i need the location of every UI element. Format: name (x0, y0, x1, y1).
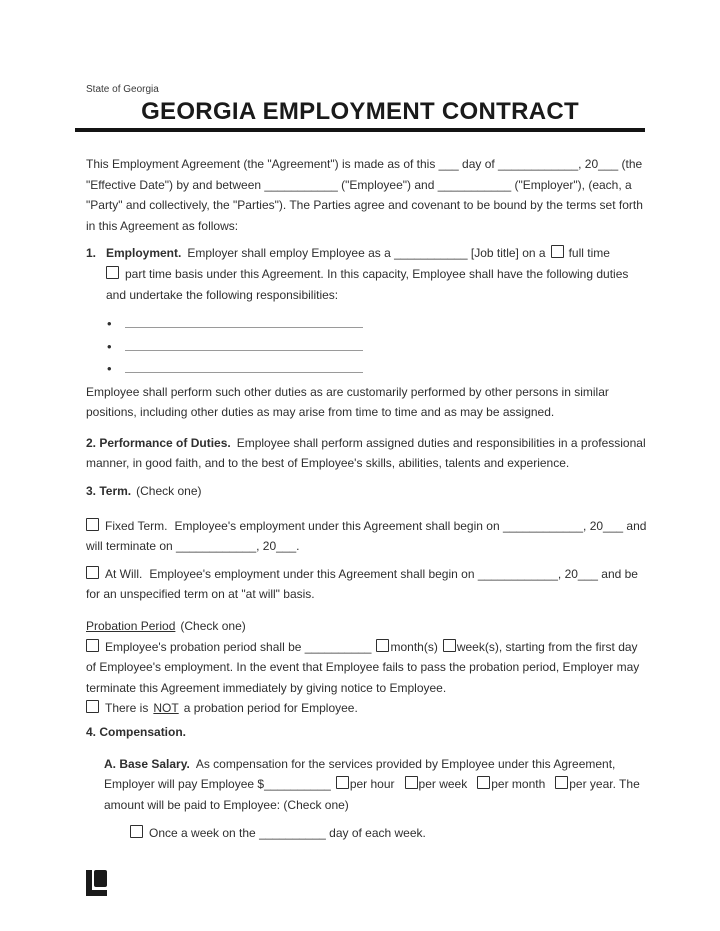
duty-blank-line[interactable] (125, 314, 363, 328)
duties-list (86, 313, 646, 381)
base-salary-heading: A. Base Salary. (104, 756, 190, 771)
intro-line: "Effective Date") by and between ___________ ("Employee") and ___________ ("Employer"), (each, a (86, 177, 632, 192)
at-will-text: Employee's employment under this Agreement shall begin on ____________, 20___ and be (149, 566, 638, 581)
state-label: State of Georgia (86, 84, 159, 95)
probation-heading: Probation Period (86, 619, 176, 633)
per-month-label: per month (491, 777, 546, 792)
section-2-heading: 2. Performance of Duties. (86, 435, 231, 450)
title-rule (75, 128, 645, 132)
per-week-checkbox[interactable] (405, 776, 418, 789)
once-a-week-label: Once a week on the __________ day of each week. (149, 826, 426, 841)
no-probation-text: There is (105, 701, 149, 716)
base-salary-line (104, 774, 646, 795)
other-duties-paragraph (86, 382, 646, 423)
weeks-checkbox[interactable] (443, 639, 456, 652)
base-salary-line: amount will be paid to Employee: (Check one) (104, 797, 349, 812)
section-1-line: and undertake the following responsibilities: (106, 287, 339, 302)
legaltemplates-logo-icon (86, 870, 108, 896)
probation-line: of Employee's employment. In the event that Employee fails to pass the probation period, Employer may (86, 660, 640, 675)
base-salary-text: As compensation for the services provided by Employee under this Agreement, (195, 756, 616, 771)
section-4-compensation (86, 722, 646, 743)
section-2-text: Employee shall perform assigned duties and responsibilities in a professional (236, 435, 646, 450)
document-title: GEORGIA EMPLOYMENT CONTRACT (141, 98, 579, 125)
probation-period-section (86, 616, 646, 719)
section-1-text: Employer shall employ Employee as a ___________ [Job title] on a (187, 246, 546, 261)
list-item (107, 336, 646, 359)
section-2-line (86, 433, 646, 454)
per-year-label: per year. The (569, 777, 640, 792)
bullet-dot-icon: • (107, 316, 112, 332)
list-item (107, 358, 646, 381)
intro-line: This Employment Agreement (the "Agreement") is made as of this ___ day of ____________, 20___ (the (86, 157, 643, 171)
per-week-label: per week (418, 777, 468, 792)
probation-line: terminate this Agreement immediately by giving notice to Employee. (86, 680, 447, 695)
section-3-term (86, 481, 646, 502)
fixed-term-line: will terminate on ____________, 20___. (86, 539, 300, 554)
logo-square (94, 870, 107, 887)
section-1-employment (86, 243, 646, 305)
per-hour-label: per hour (349, 777, 395, 792)
full-time-label: full time (568, 246, 610, 261)
bullet-dot-icon: • (107, 338, 112, 354)
intro-paragraph (86, 154, 646, 236)
base-salary-line (104, 754, 646, 775)
full-time-checkbox[interactable] (551, 245, 564, 258)
fixed-term-option (86, 516, 646, 557)
other-duties-line: positions, including other duties as may arise from time to time and as may be assigned. (86, 405, 555, 420)
no-probation-checkbox[interactable] (86, 700, 99, 713)
weeks-label: week(s), starting from the first day (456, 639, 638, 654)
at-will-label: At Will. (105, 566, 143, 581)
section-2-performance (86, 433, 646, 474)
check-one-note: (Check one) (180, 619, 246, 633)
section-3-heading: 3. Term. (86, 484, 132, 499)
probation-heading-line (86, 616, 646, 637)
not-emphasis: NOT (153, 701, 179, 716)
section-1-line (86, 264, 646, 285)
base-salary-paragraph (86, 754, 646, 816)
section-2-line: manner, in good faith, and to the best of Employee's skills, abilities, talents and experience. (86, 456, 570, 471)
at-will-checkbox[interactable] (86, 566, 99, 579)
no-probation-text: a probation period for Employee. (183, 701, 358, 716)
per-hour-checkbox[interactable] (336, 776, 349, 789)
intro-line: in this Agreement as follows: (86, 218, 239, 233)
duty-blank-line[interactable] (125, 359, 363, 373)
logo-horizontal-bar (86, 890, 107, 896)
fixed-term-label: Fixed Term. (105, 518, 168, 533)
list-item (107, 313, 646, 336)
once-a-week-checkbox[interactable] (130, 825, 143, 838)
at-will-line: for an unspecified term on at "at will" basis. (86, 587, 315, 602)
section-3-line (86, 481, 646, 502)
probation-line (86, 637, 646, 658)
base-salary-text: Employer will pay Employee $__________ (104, 777, 331, 792)
check-one-note: (Check one) (136, 484, 202, 499)
section-1-line (86, 243, 646, 264)
part-time-label: part time basis under this Agreement. In this capacity, Employee shall have the following duties (125, 266, 629, 281)
probation-checkbox[interactable] (86, 639, 99, 652)
payment-schedule-option (86, 823, 646, 844)
at-will-line (86, 564, 646, 585)
part-time-checkbox[interactable] (106, 266, 119, 279)
per-month-checkbox[interactable] (477, 776, 490, 789)
months-checkbox[interactable] (376, 639, 389, 652)
probation-text: Employee's probation period shall be __________ (105, 639, 372, 654)
other-duties-line: Employee shall perform such other duties as are customarily performed by other persons in similar (86, 384, 609, 399)
months-label: month(s) (390, 639, 438, 654)
fixed-term-line (86, 516, 646, 537)
fixed-term-checkbox[interactable] (86, 518, 99, 531)
section-4-heading: 4. Compensation. (86, 724, 187, 739)
at-will-option (86, 564, 646, 605)
intro-line: "Party" and collectively, the "Parties"). The Parties agree and covenant to be bound by the terms set forth (86, 198, 643, 213)
probation-line (86, 698, 646, 719)
duty-blank-line[interactable] (125, 337, 363, 351)
section-1-heading: Employment. (106, 246, 182, 261)
once-a-week-line (130, 823, 646, 844)
fixed-term-text: Employee's employment under this Agreement shall begin on ____________, 20___ and (174, 518, 647, 533)
section-1-number: 1. (86, 246, 97, 261)
per-year-checkbox[interactable] (555, 776, 568, 789)
bullet-dot-icon: • (107, 361, 112, 377)
